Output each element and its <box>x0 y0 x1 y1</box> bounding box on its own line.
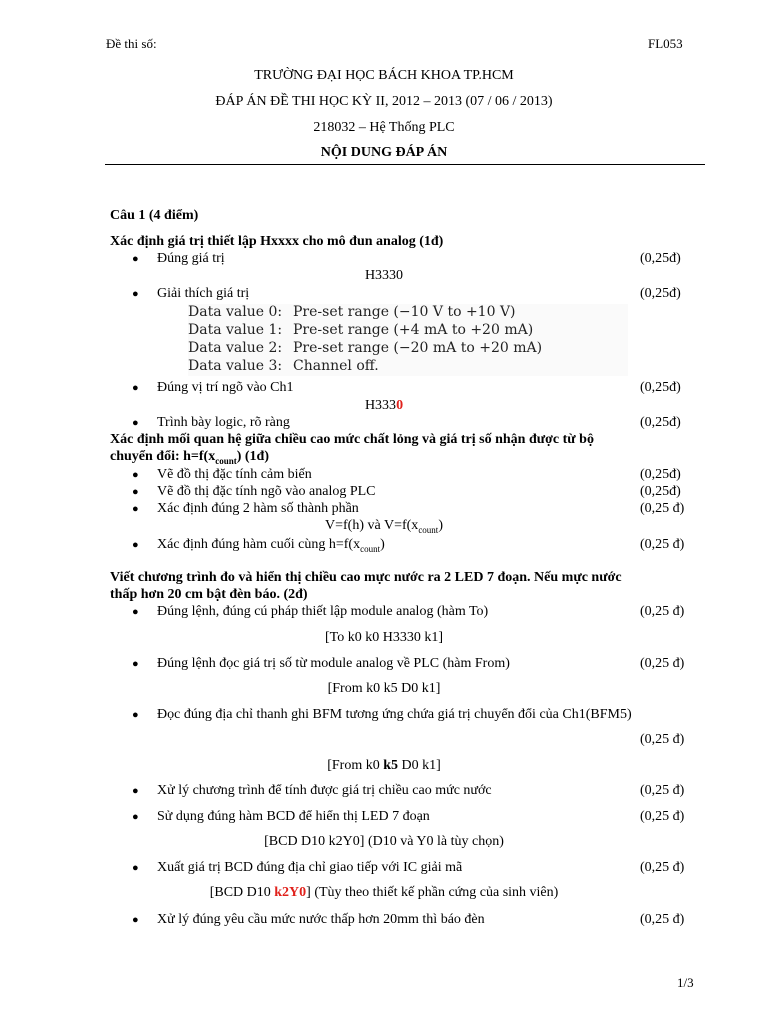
exam-code: FL053 <box>648 36 683 51</box>
part-c-item-5: Sử dụng đúng hàm BCD để hiển thị LED 7 đoạn <box>157 809 430 824</box>
part-b-item-4-points: (0,25 đ) <box>640 537 685 552</box>
code-from-bfm: [From k0 k5 D0 k1] <box>327 758 441 773</box>
data-value-0-label: Data value 0: <box>188 304 283 320</box>
part-b-item-2: Vẽ đồ thị đặc tính ngõ vào analog PLC <box>157 484 376 499</box>
part-b-item-4: Xác định đúng hàm cuối cùng $h=f(x_{count})$ <box>157 537 385 554</box>
code-to: [To k0 k0 H3330 k1] <box>324 630 443 645</box>
part-c-item-1-points: (0,25 đ) <box>640 604 685 619</box>
part-c-item-3-points: (0,25 đ) <box>640 732 685 747</box>
part-b-title-line2: chuyển đổi: $h=f(x_{count})$ (1đ) <box>110 449 270 466</box>
part-c-item-2: Đúng lệnh đọc giá trị số từ module analog về PLC (hàm From) <box>157 656 510 671</box>
question-title: Câu 1 (4 điểm) <box>110 208 199 223</box>
data-value-1-desc: Pre-set range (+4 mA to +20 mA) <box>293 322 534 338</box>
bullet: ● <box>132 914 139 926</box>
data-value-table <box>188 304 628 376</box>
part-c-item-2-points: (0,25 đ) <box>640 656 685 671</box>
bullet: ● <box>132 503 139 515</box>
part-c-title-line2: thấp hơn 20 cm bật đèn báo. (2đ) <box>110 587 308 602</box>
part-c-item-7-points: (0,25 đ) <box>640 912 685 927</box>
part-b-title-line1: Xác định mối quan hệ giữa chiều cao mức chất lỏng và giá trị số nhận được từ bộ <box>110 432 594 447</box>
data-value-1-label: Data value 1: <box>188 322 283 338</box>
code-from: [From k0 k5 D0 k1] <box>327 681 441 696</box>
header-divider <box>105 164 705 165</box>
part-a-item-1: Đúng giá trị <box>157 251 225 266</box>
course-title: 218032 – Hệ Thống PLC <box>313 120 455 135</box>
part-b-item-3-points: (0,25 đ) <box>640 501 685 516</box>
bullet: ● <box>132 539 139 551</box>
part-c-item-5-points: (0,25 đ) <box>640 809 685 824</box>
bullet: ● <box>132 606 139 618</box>
code-bcd: [BCD D10 k2Y0] (D10 và Y0 là tùy chọn) <box>264 834 504 849</box>
part-a-item-3: Đúng vị trí ngõ vào Ch1 <box>157 380 294 395</box>
part-c-item-7: Xử lý đúng yêu cầu mức nước thấp hơn 20mm thì báo đèn <box>157 912 485 927</box>
data-value-3-desc: Channel off. <box>293 358 379 374</box>
bullet: ● <box>132 486 139 498</box>
part-c-item-4-points: (0,25 đ) <box>640 783 685 798</box>
part-b-item-1-points: (0,25đ) <box>640 467 681 482</box>
part-b-item-1: Vẽ đồ thị đặc tính cảm biến <box>157 467 312 482</box>
part-b-formula: V=f(h) và $V=f(x_{count})$ <box>325 518 443 535</box>
exam-title: ĐÁP ÁN ĐỀ THI HỌC KỲ II, 2012 – 2013 (07 / 06 / 2013) <box>215 94 553 109</box>
part-c-item-6: Xuất giá trị BCD đúng địa chỉ giao tiếp với IC giải mã <box>157 860 463 875</box>
part-a-item-3-points: (0,25đ) <box>640 380 681 395</box>
bullet: ● <box>132 658 139 670</box>
part-a-value-1: H3330 <box>364 268 404 283</box>
bullet: ● <box>132 709 139 721</box>
page-number: 1/3 <box>677 975 694 990</box>
highlighted-address: k2Y0 <box>274 885 307 900</box>
part-a-item-1-points: (0,25đ) <box>640 251 681 266</box>
exam-number-label: Đề thi số: <box>106 36 157 51</box>
bullet: ● <box>132 382 139 394</box>
highlighted-digit: 0 <box>396 398 404 413</box>
data-value-2-label: Data value 2: <box>188 340 283 356</box>
part-c-item-6-points: (0,25 đ) <box>640 860 685 875</box>
part-a-title: Xác định giá trị thiết lập Hxxxx cho mô đun analog (1đ) <box>110 234 444 249</box>
part-a-item-2: Giải thích giá trị <box>157 286 250 301</box>
data-value-3-label: Data value 3: <box>188 358 283 374</box>
part-c-title-line1: Viết chương trình đo và hiển thị chiều cao mực nước ra 2 LED 7 đoạn. Nếu mực nước <box>110 570 622 585</box>
data-value-2-desc: Pre-set range (−20 mA to +20 mA) <box>293 340 543 356</box>
part-a-item-2-points: (0,25đ) <box>640 286 681 301</box>
bullet: ● <box>132 811 139 823</box>
content-title: NỘI DUNG ĐÁP ÁN <box>320 145 448 160</box>
part-c-item-1: Đúng lệnh, đúng cú pháp thiết lập module analog (hàm To) <box>157 604 489 619</box>
bullet: ● <box>132 253 139 265</box>
bullet: ● <box>132 862 139 874</box>
bullet: ● <box>132 288 139 300</box>
part-a-item-4-points: (0,25đ) <box>640 415 681 430</box>
part-b-item-2-points: (0,25đ) <box>640 484 681 499</box>
bullet: ● <box>132 417 139 429</box>
bullet: ● <box>132 785 139 797</box>
university-name: TRƯỜNG ĐẠI HỌC BÁCH KHOA TP.HCM <box>254 68 514 83</box>
part-a-value-2: H3330 <box>364 398 404 413</box>
bullet: ● <box>132 469 139 481</box>
part-c-item-4: Xử lý chương trình để tính được giá trị chiều cao mức nước <box>157 783 492 798</box>
code-bcd-address: [BCD D10 k2Y0] (Tùy theo thiết kế phần cứng của sinh viên) <box>209 885 559 900</box>
part-a-item-4: Trình bày logic, rõ ràng <box>157 415 290 430</box>
part-c-item-3: Đọc đúng địa chỉ thanh ghi BFM tương ứng chứa giá trị chuyển đổi của Ch1(BFM5) <box>157 707 632 722</box>
data-value-0-desc: Pre-set range (−10 V to +10 V) <box>293 304 516 320</box>
part-b-item-3: Xác định đúng 2 hàm số thành phần <box>157 501 359 516</box>
